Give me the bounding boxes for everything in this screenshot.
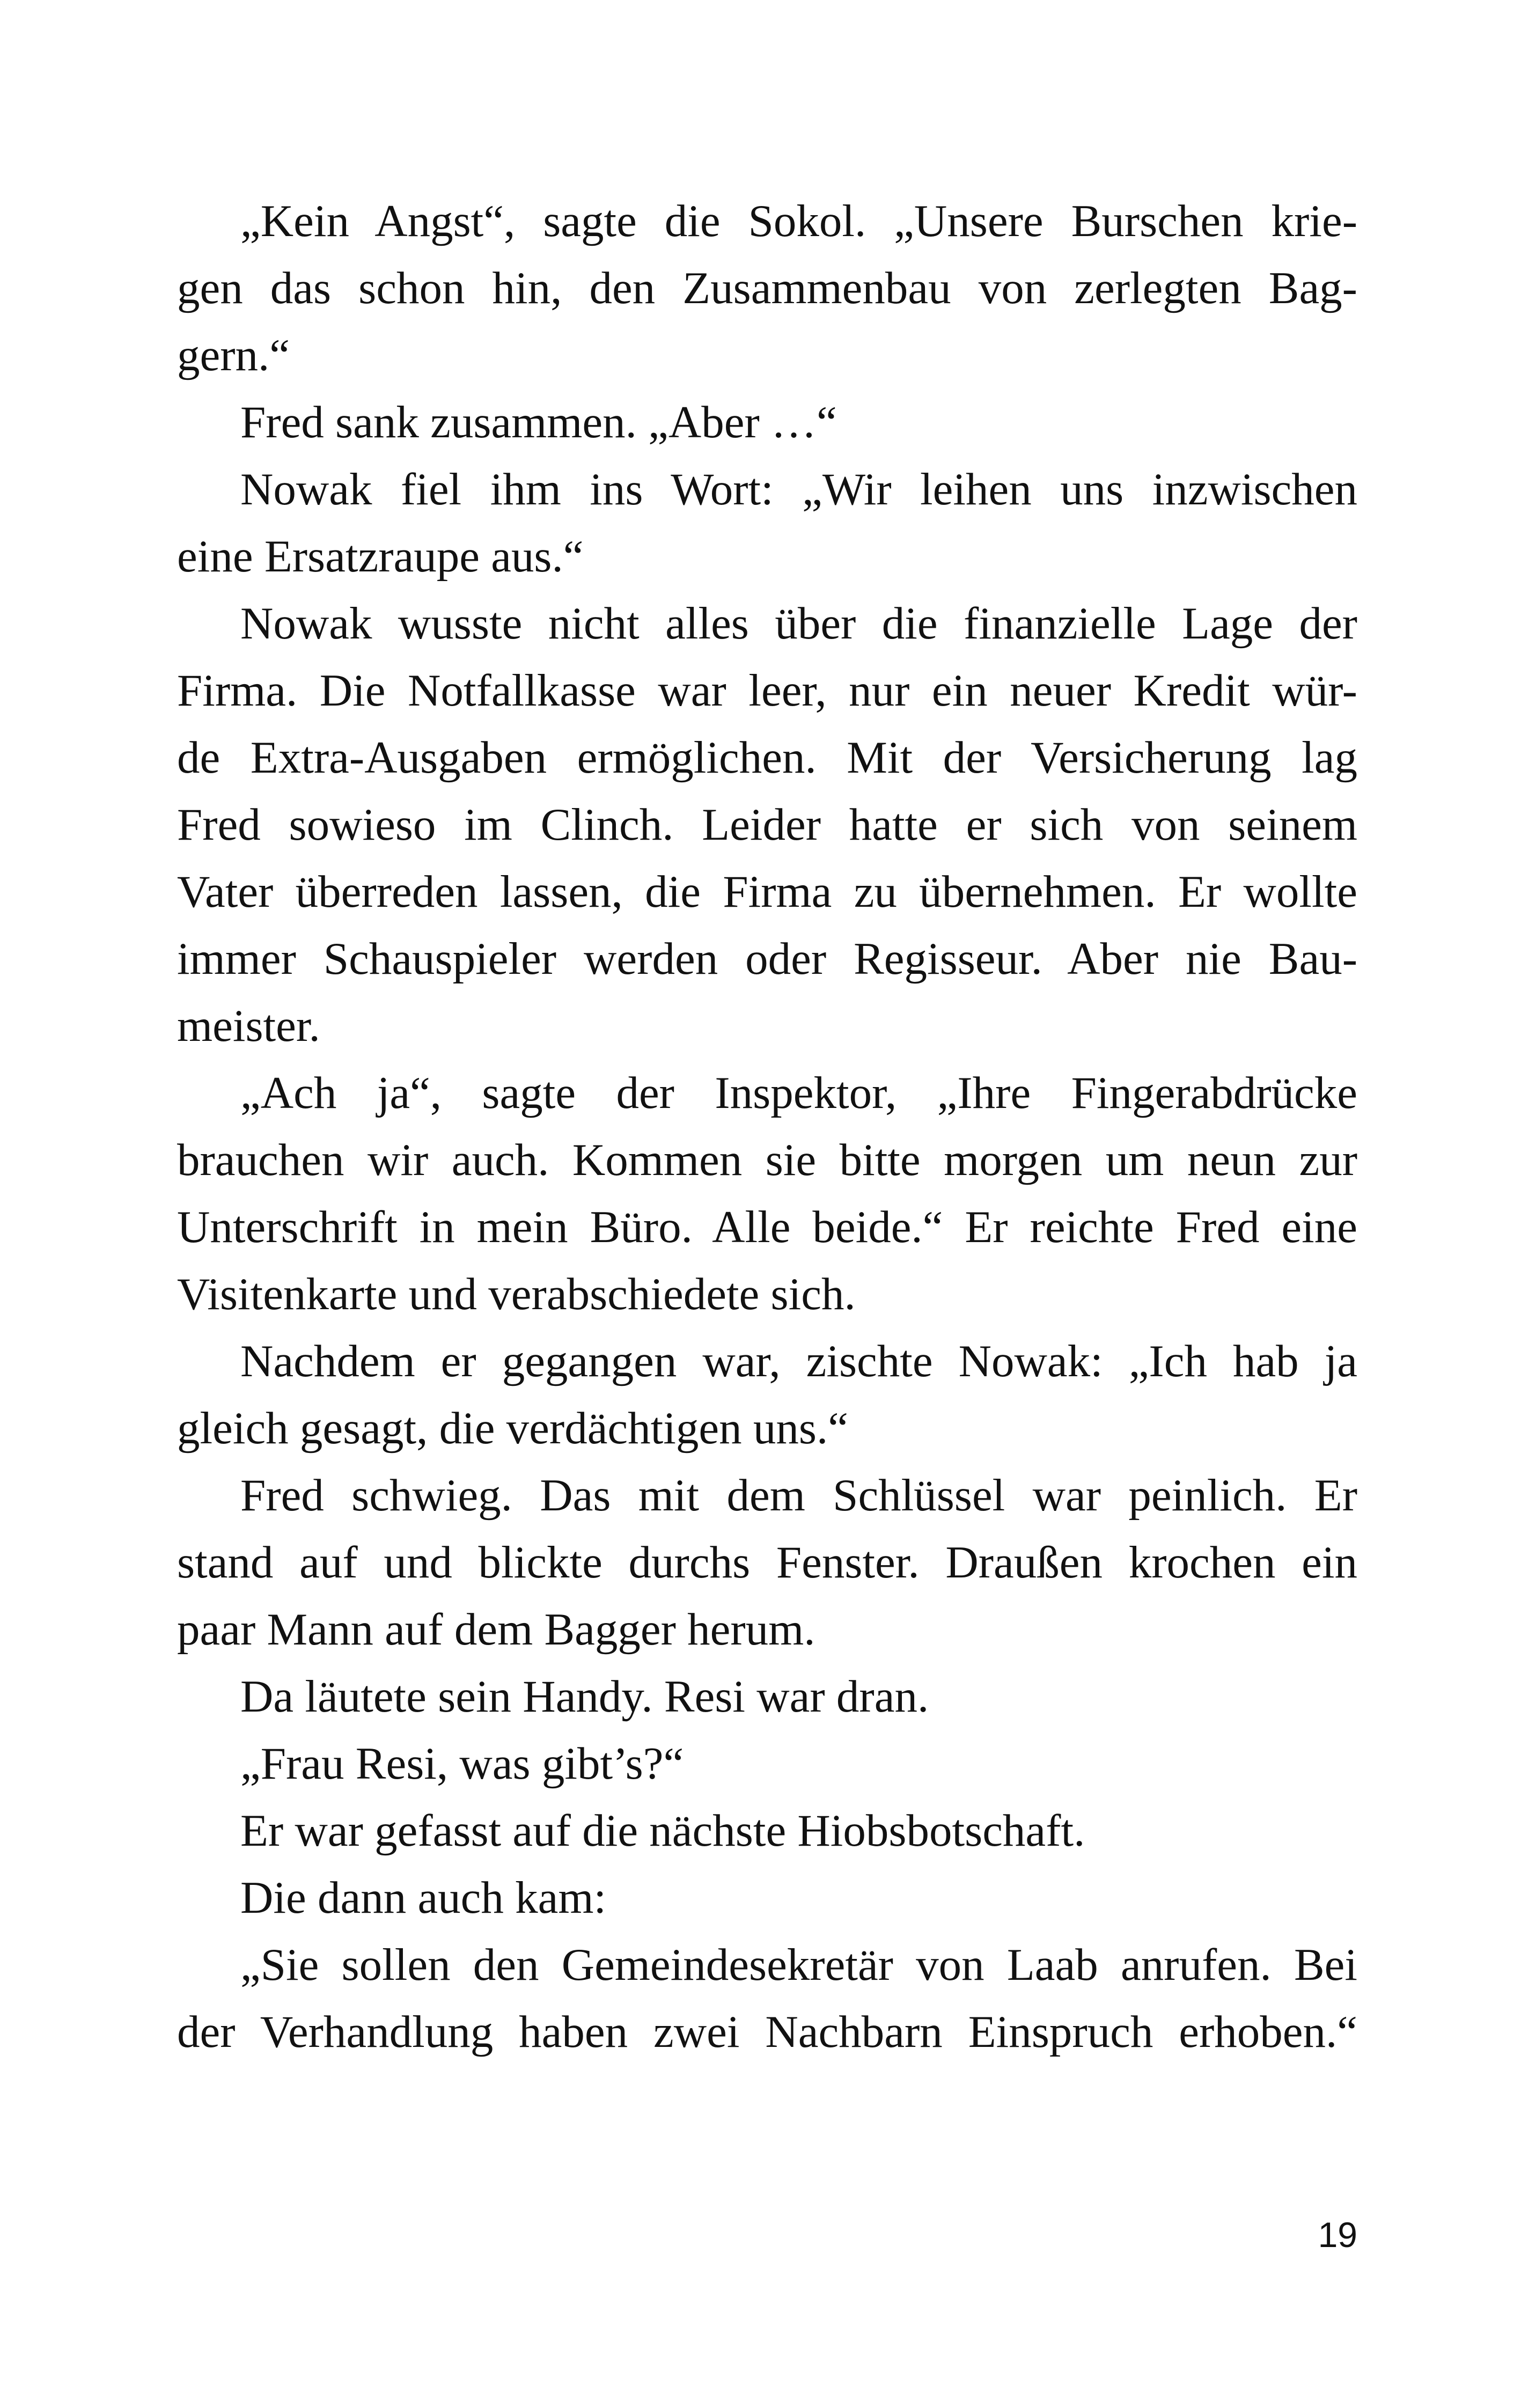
text-line: Nowak fiel ihm ins Wort: „Wir leihen uns inzwischen [240, 464, 1357, 515]
text-line: Visitenkarte und verabschiedete sich. [177, 1269, 856, 1319]
text-line: Vater überreden lassen, die Firma zu übernehmen. Er wollte [177, 867, 1357, 917]
text-line: Die dann auch kam: [240, 1873, 607, 1923]
text-line: gleich gesagt, die verdächtigen uns.“ [177, 1403, 848, 1453]
text-line: stand auf und blickte durchs Fenster. Draußen krochen ein [177, 1537, 1357, 1588]
text-line: immer Schauspieler werden oder Regisseur. Aber nie Bau- [177, 934, 1357, 984]
text-line: de Extra-Ausgaben ermöglichen. Mit der Versicherung lag [177, 732, 1357, 783]
text-line: Nowak wusste nicht alles über die finanzielle Lage der [240, 598, 1357, 649]
text-line: „Kein Angst“, sagte die Sokol. „Unsere Burschen krie- [240, 196, 1357, 246]
text-line: gern.“ [177, 330, 290, 380]
page-number: 19 [1318, 2215, 1357, 2255]
text-line: Fred sank zusammen. „Aber …“ [240, 397, 837, 447]
text-line: brauchen wir auch. Kommen sie bitte morgen um neun zur [177, 1135, 1357, 1185]
text-line: „Sie sollen den Gemeindesekretär von Laab anrufen. Bei [240, 1940, 1357, 1990]
text-line: meister. [177, 1001, 320, 1051]
text-line: Firma. Die Notfallkasse war leer, nur ein neuer Kredit wür- [177, 665, 1357, 716]
text-line: „Ach ja“, sagte der Inspektor, „Ihre Fingerabdrücke [240, 1068, 1357, 1118]
text-line: „Frau Resi, was gibt’s?“ [240, 1738, 684, 1789]
text-line: Unterschrift in mein Büro. Alle beide.“ Er reichte Fred eine [177, 1202, 1357, 1252]
text-line: der Verhandlung haben zwei Nachbarn Einspruch erhoben.“ [177, 2007, 1357, 2057]
text-line: eine Ersatzraupe aus.“ [177, 531, 584, 582]
body-text [177, 188, 1357, 2066]
text-line: paar Mann auf dem Bagger herum. [177, 1604, 815, 1655]
text-line: Er war gefasst auf die nächste Hiobsbotschaft. [240, 1805, 1085, 1856]
text-line: gen das schon hin, den Zusammenbau von zerlegten Bag- [177, 263, 1357, 313]
text-line: Nachdem er gegangen war, zischte Nowak: „Ich hab ja [240, 1336, 1357, 1386]
text-line: Fred schwieg. Das mit dem Schlüssel war peinlich. Er [240, 1470, 1357, 1521]
text-line: Fred sowieso im Clinch. Leider hatte er sich von seinem [177, 799, 1357, 850]
text-line: Da läutete sein Handy. Resi war dran. [240, 1671, 929, 1722]
